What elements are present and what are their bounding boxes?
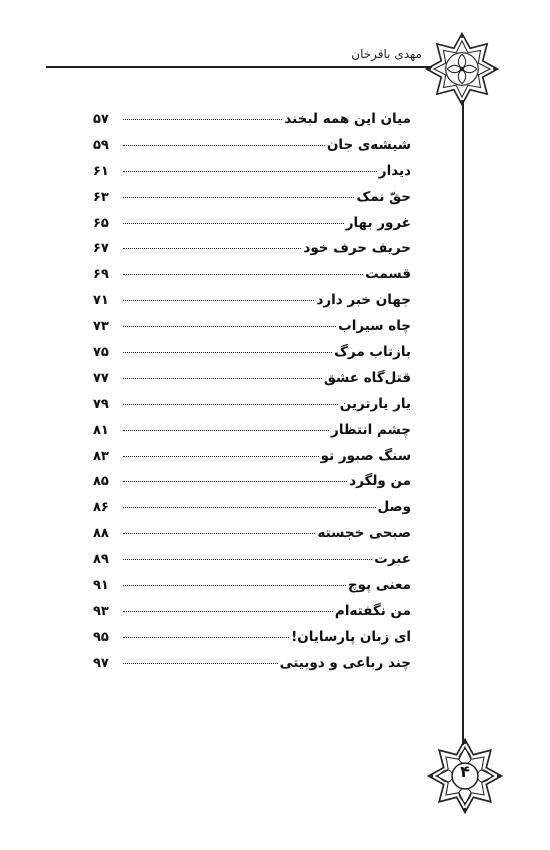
toc-entry-page: ۷۳ (93, 319, 109, 335)
toc-entry-title: معنی پوچ (347, 577, 411, 594)
toc-entry-title: چاه سیراب (338, 318, 411, 335)
toc-entry[interactable] (93, 629, 411, 655)
dot-leader (123, 274, 363, 275)
toc-entry-page: ۸۸ (93, 526, 109, 542)
toc-entry[interactable] (93, 422, 411, 448)
toc-entry-page: ۵۹ (93, 137, 109, 153)
toc-entry-page: ۶۵ (93, 215, 109, 231)
toc-entry-page: ۷۵ (93, 345, 109, 361)
toc-entry-title: صبحی خجسته (317, 525, 411, 542)
toc-entry-page: ۵۷ (93, 112, 109, 127)
toc-entry-title: چند رباعی و دوبیتی (279, 654, 411, 671)
toc-entry-page: ۹۷ (93, 655, 109, 671)
toc-entry-page: ۸۵ (93, 474, 109, 490)
toc-entry-title: من ولگرد (349, 473, 411, 490)
dot-leader (123, 507, 376, 508)
toc-entry-title: عبرت (374, 551, 411, 568)
toc-entry-title: قتل‌گاه عشق (323, 369, 411, 386)
toc-entry-page: ۶۳ (93, 189, 109, 205)
dot-leader (123, 404, 338, 405)
toc-entry-page: ۶۹ (93, 267, 109, 283)
toc-entry-page: ۸۶ (93, 500, 109, 516)
dot-leader (123, 326, 336, 327)
toc-entry[interactable] (93, 189, 411, 215)
toc-entry-title: چشم انتظار (331, 421, 411, 438)
toc-entry-page: ۶۱ (93, 163, 109, 179)
toc-entry-page: ۷۹ (93, 396, 109, 412)
toc-entry[interactable] (93, 473, 411, 499)
toc-entry[interactable] (93, 370, 411, 396)
toc-entry-title: میان این همه لبخند (284, 111, 411, 127)
toc-entry[interactable] (93, 577, 411, 603)
toc-entry-title: قسمت (365, 266, 411, 283)
ornament-top-icon (425, 32, 499, 106)
toc-entry[interactable] (93, 525, 411, 551)
toc-entry-title: سنگ صبور تو (320, 447, 411, 464)
toc-entry-page: ۷۱ (93, 293, 109, 309)
toc-entry-title: من نگفته‌ام (334, 602, 411, 619)
side-rule (462, 100, 464, 745)
toc-entry-title: وصل (377, 499, 411, 516)
dot-leader (123, 223, 344, 224)
toc-entry-page: ۸۹ (93, 552, 109, 568)
dot-leader (123, 145, 325, 146)
dot-leader (123, 171, 377, 172)
toc-entry[interactable] (93, 655, 411, 681)
toc-entry[interactable] (93, 240, 411, 266)
toc-entry-title: حریف حرف خود (303, 240, 411, 257)
dot-leader (123, 559, 372, 560)
dot-leader (123, 248, 301, 249)
toc-entry-title: غرور بهار (345, 214, 411, 231)
toc-entry-title: شیشه‌ی جان (326, 136, 411, 153)
page-number: ۴ (460, 762, 470, 781)
toc-entry-page: ۶۷ (93, 241, 109, 257)
toc-entry-title: یار یارترین (339, 395, 411, 412)
toc-entry[interactable] (93, 111, 411, 137)
dot-leader (123, 663, 278, 664)
toc-entry[interactable] (93, 292, 411, 318)
header-rule (46, 66, 432, 68)
toc-entry[interactable] (93, 163, 411, 189)
toc-entry[interactable] (93, 137, 411, 163)
dot-leader (123, 456, 319, 457)
table-of-contents (93, 111, 411, 681)
dot-leader (123, 119, 282, 120)
dot-leader (123, 637, 289, 638)
toc-entry-page: ۸۳ (93, 448, 109, 464)
toc-entry[interactable] (93, 318, 411, 344)
toc-entry-title: حقّ نمک (356, 188, 411, 205)
toc-entry-page: ۹۳ (93, 603, 109, 619)
toc-entry[interactable] (93, 499, 411, 525)
toc-entry[interactable] (93, 266, 411, 292)
dot-leader (123, 481, 347, 482)
dot-leader (123, 378, 322, 379)
dot-leader (123, 533, 315, 534)
toc-entry[interactable] (93, 551, 411, 577)
toc-entry[interactable] (93, 215, 411, 241)
toc-entry-page: ۹۱ (93, 578, 109, 594)
toc-entry-page: ۹۵ (93, 629, 109, 645)
toc-entry-title: ای زبان پارسایان! (291, 628, 411, 645)
toc-entry-page: ۷۷ (93, 370, 109, 386)
toc-entry[interactable] (93, 448, 411, 474)
dot-leader (123, 430, 329, 431)
dot-leader (123, 611, 333, 612)
dot-leader (123, 585, 346, 586)
dot-leader (123, 197, 354, 198)
toc-entry-title: بازتاب مرگ (334, 344, 411, 361)
dot-leader (123, 300, 314, 301)
toc-entry-page: ۸۱ (93, 422, 109, 438)
toc-entry-title: دیدار (378, 162, 411, 179)
toc-entry-title: جهان خبر دارد (316, 292, 411, 309)
header-author: مهدی باقرخان (351, 47, 422, 61)
toc-entry[interactable] (93, 344, 411, 370)
toc-entry[interactable] (93, 396, 411, 422)
toc-entry[interactable] (93, 603, 411, 629)
dot-leader (123, 352, 332, 353)
